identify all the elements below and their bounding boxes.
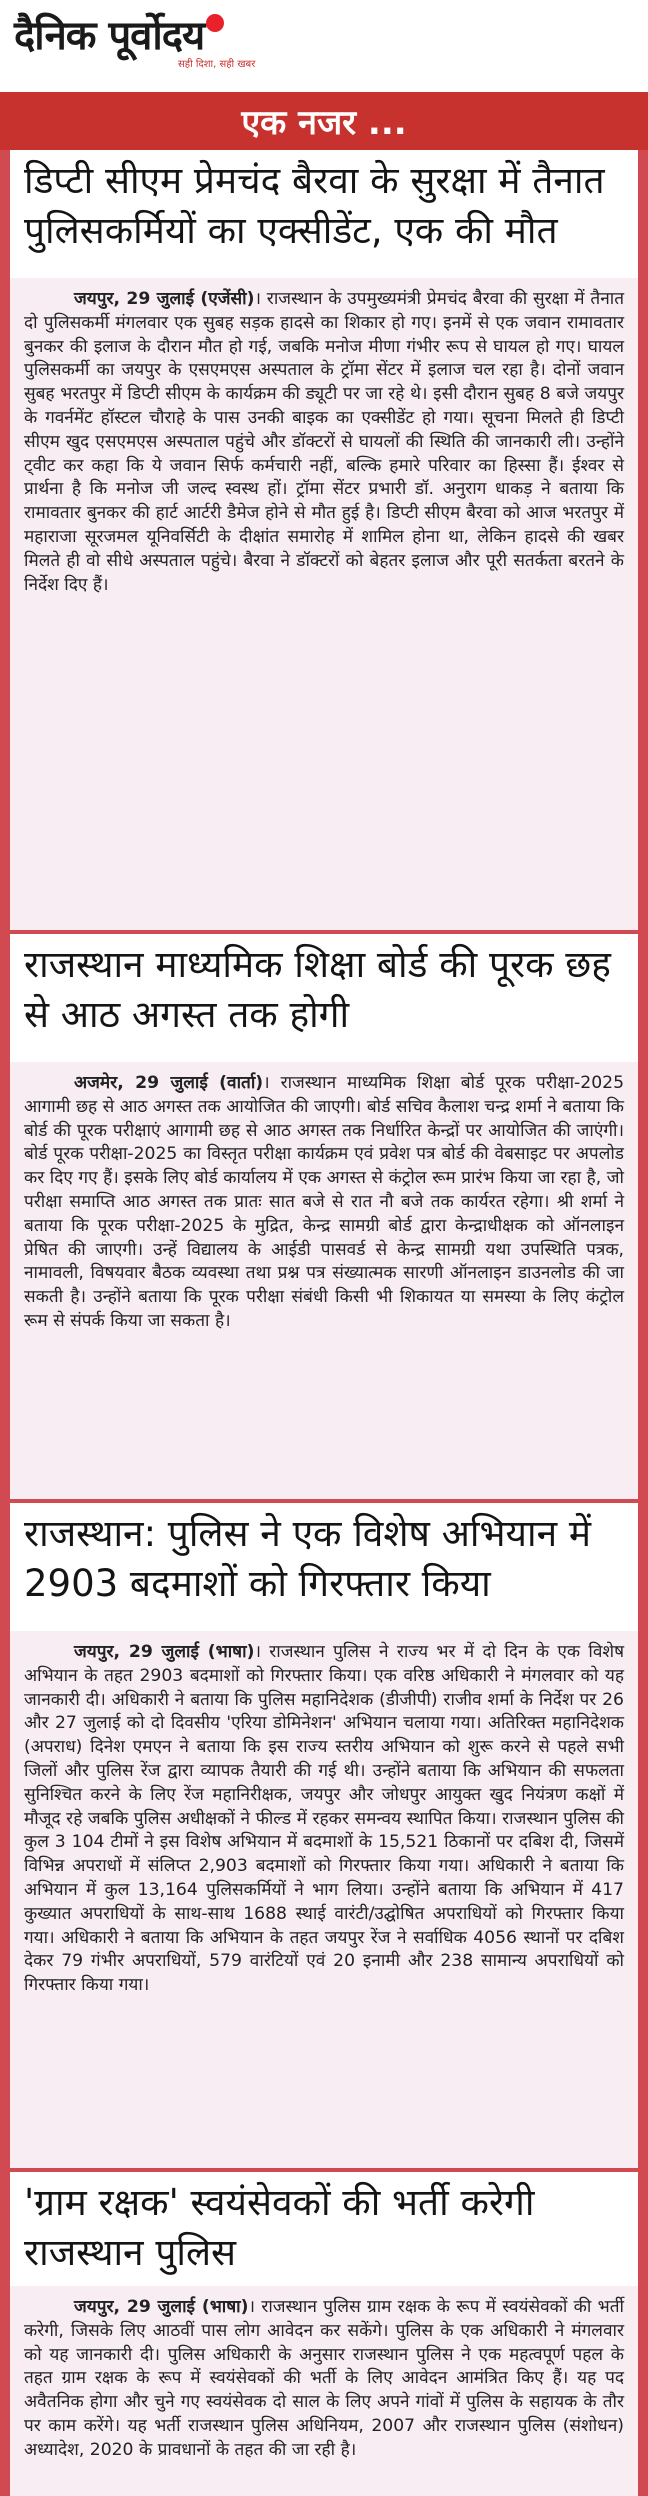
story-dateline: जयपुर, 29 जुलाई (भाषा) bbox=[74, 1642, 255, 1662]
section-title: एक नजर ... bbox=[241, 103, 407, 143]
story-body bbox=[10, 1062, 638, 1499]
masthead bbox=[0, 0, 648, 92]
story-headline: राजस्थान: पुलिस ने एक विशेष अभियान में 2903 बदमाशों को गिरफ्तार किया bbox=[10, 1503, 638, 1631]
section-banner bbox=[0, 92, 648, 150]
story-text: । राजस्थान पुलिस ग्राम रक्षक के रूप में स्वयंसेवकों की भर्ती करेगी, जिसके लिए आठवीं पास लोग आवेदन कर सकेंगे। पुलिस के एक अधिकारी ने मंगलवार को यह जानकारी दी। पुलिस अधिकारी के अनुसार राजस्थान पुलिस ने एक महत्वपूर्ण पहल के तहत ग्राम रक्षक के रूप में स्वयंसेवकों की भर्ती के लिए आवेदन आमंत्रित किए हैं। यह पद अवैतनिक होगा और चुने गए स्वयंसेवक दो साल के लिए अपने गांवों में पुलिस के सहायक के तौर पर काम करेंगे। यह भर्ती राजस्थान पुलिस अधिनियम, 2007 और राजस्थान पुलिस (संशोधन) अध्यादेश, 2020 के प्रावधानों के तहत की जा रही है। bbox=[24, 2297, 624, 2460]
newspaper-logo: दैनिक पूर्वोदय bbox=[14, 6, 224, 61]
story-body bbox=[10, 1631, 638, 2168]
masthead-tagline: सही दिशा, सही खबर bbox=[178, 59, 256, 70]
story-dateline: जयपुर, 29 जुलाई (एजेंसी) bbox=[74, 289, 255, 309]
left-border-stripe bbox=[0, 150, 10, 2496]
story-body bbox=[10, 2286, 638, 2496]
story-headline: डिप्टी सीएम प्रेमचंद बैरवा के सुरक्षा में तैनात पुलिसकर्मियों का एक्सीडेंट, एक की मौत bbox=[10, 150, 638, 278]
story-headline: राजस्थान माध्यमिक शिक्षा बोर्ड की पूरक छह से आठ अगस्त तक होगी bbox=[10, 934, 638, 1062]
story-body bbox=[10, 278, 638, 930]
logo-dot-icon bbox=[206, 14, 224, 32]
story-dateline: अजमेर, 29 जुलाई (वार्ता) bbox=[74, 1073, 264, 1093]
story-text: । राजस्थान के उपमुख्यमंत्री प्रेमचंद बैरवा की सुरक्षा में तैनात दो पुलिसकर्मी मंगलवार एक सुबह सड़क हादसे का शिकार हो गए। इनमें से एक जवान रामावतार बुनकर की इलाज के दौरान मौत हो गई, जबकि मनोज मीणा गंभीर रूप से घायल हो गए। घायल पुलिसकर्मी का जयपुर के एसएमएस अस्पताल के ट्रॉमा सेंटर में इलाज चल रहा है। दोनों जवान सुबह भरतपुर में डिप्टी सीएम के कार्यक्रम की ड्यूटी पर जा रहे थे। इसी दौरान सुबह 8 बजे जयपुर के गवर्नमेंट हॉस्टल चौराहे के पास उनकी बाइक का एक्सीडेंट हो गया। सूचना मिलते ही डिप्टी सीएम खुद एसएमएस अस्पताल पहुंचे और डॉक्टरों से घायलों की स्थिति की जानकारी ली। उन्होंने ट्वीट कर कहा कि ये जवान सिर्फ कर्मचारी नहीं, बल्कि हमारे परिवार का हिस्सा हैं। ईश्वर से प्रार्थना है कि मनोज जी जल्द स्वस्थ हों। ट्रॉमा सेंटर प्रभारी डॉ. अनुराग धाकड़ ने बताया कि रामावतार बुनकर की हार्ट आर्टरी डैमेज होने से मौत हुई है। डिप्टी सीएम बैरवा को आज भरतपुर में महाराजा सूरजमल यूनिवर्सिटी के दीक्षांत समारोह में शामिल होना था, लेकिन हादसे की खबर मिलते ही वो सीधे अस्पताल पहुंचे। बैरवा ने डॉक्टरों को बेहतर इलाज और पूरी सतर्कता बरतने के निर्देश दिए हैं। bbox=[24, 289, 624, 595]
story-headline: 'ग्राम रक्षक' स्वयंसेवकों की भर्ती करेगी राजस्थान पुलिस bbox=[10, 2172, 638, 2286]
story-dateline: जयपुर, 29 जुलाई (भाषा) bbox=[74, 2297, 249, 2317]
story-text: । राजस्थान माध्यमिक शिक्षा बोर्ड पूरक परीक्षा-2025 आगामी छह से आठ अगस्त तक आयोजित की जाएगी। बोर्ड सचिव कैलाश चन्द्र शर्मा ने बताया कि बोर्ड की पूरक परीक्षाएं आगामी छह से आठ अगस्त तक निर्धारित केन्द्रों पर आयोजित की जाएंगी। बोर्ड पूरक परीक्षा-2025 का विस्तृत परीक्षा कार्यक्रम एवं प्रवेश पत्र बोर्ड की वेबसाइट पर अपलोड कर दिए गए हैं। इसके लिए बोर्ड कार्यालय में एक अगस्त से कंट्रोल रूम प्रारंभ किया जा रहा है, जो परीक्षा समाप्ति आठ अगस्त तक प्रातः सात बजे से रात नौ बजे तक कार्यरत रहेगा। श्री शर्मा ने बताया कि पूरक परीक्षा-2025 के मुद्रित, केन्द्र सामग्री बोर्ड द्वारा केन्द्राधीक्षक को ऑनलाइन प्रेषित की जाएगी। उन्हें विद्यालय के आईडी पासवर्ड से केन्द्र सामग्री यथा उपस्थिति पत्रक, नामावली, विषयवार बैठक व्यवस्था तथा प्रश्न पत्र संख्यात्मक सारणी ऑनलाइन डाउनलोड की जा सकती है। उन्होंने बताया कि पूरक परीक्षा संबंधी किसी भी शिकायत या समस्या के लिए कंट्रोल रूम से संपर्क किया जा सकता है। bbox=[24, 1073, 625, 1331]
right-border-stripe bbox=[638, 150, 648, 2496]
story-text: । राजस्थान पुलिस ने राज्य भर में दो दिन के एक विशेष अभियान के तहत 2903 बदमाशों को गिरफ्तार किया। एक वरिष्ठ अधिकारी ने मंगलवार को यह जानकारी दी। अधिकारी ने बताया कि पुलिस महानिदेशक (डीजीपी) राजीव शर्मा के निर्देश पर 26 और 27 जुलाई को दो दिवसीय 'एरिया डोमिनेशन' अभियान चलाया गया। अतिरिक्त महानिदेशक (अपराध) दिनेश एमएन ने बताया कि इस राज्य स्तरीय अभियान को शुरू करने से पहले सभी जिलों और पुलिस रेंज द्वारा व्यापक तैयारी की गई थी। उन्होंने बताया कि अभियान की सफलता सुनिश्चित करने के लिए रेंज महानिरीक्षक, जयपुर और जोधपुर आयुक्त खुद नियंत्रण कक्षों में मौजूद रहे जबकि पुलिस अधीक्षकों ने फील्ड में रहकर समन्वय स्थापित किया। राजस्थान पुलिस की कुल 3 104 टीमों ने इस विशेष अभियान में बदमाशों के 15,521 ठिकानों पर दबिश दी, जिसमें विभिन्न अपराधों में संलिप्त 2,903 बदमाशों को गिरफ्तार किया गया। अधिकारी ने बताया कि अभियान में कुल 13,164 पुलिसकर्मियों ने भाग लिया। उन्होंने बताया कि अभियान में 417 कुख्यात अपराधियों के साथ-साथ 1688 स्थाई वारंटी/उद्घोषित अपराधियों को गिरफ्तार किया गया। अधिकारी ने बताया कि अभियान के तहत जयपुर रेंज ने सर्वाधिक 4056 स्थानों पर दबिश देकर 79 गंभीर अपराधियों, 579 वारंटियों एवं 20 इनामी और 238 सामान्य अपराधियों को गिरफ्तार किया गया। bbox=[24, 1642, 625, 1996]
